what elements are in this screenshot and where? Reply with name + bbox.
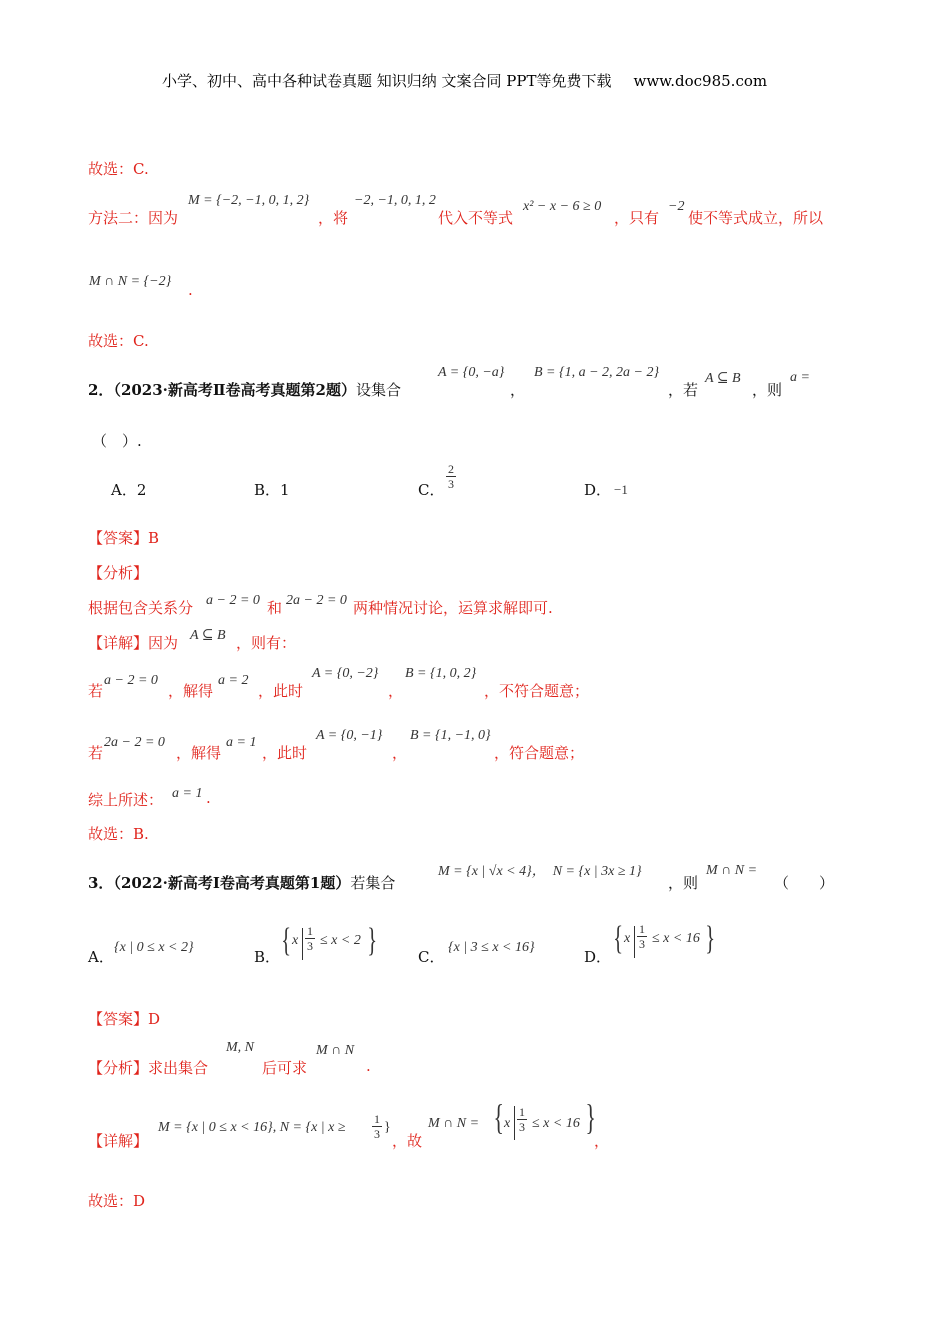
q3-choose: 故选：D bbox=[88, 1192, 146, 1210]
math-case1-eq: a − 2 = 0 bbox=[104, 673, 158, 688]
q3-detail-rest: ≤ x < 16 bbox=[532, 1116, 580, 1131]
q2-source: （2023·新高考Ⅱ卷高考真题第2题） bbox=[113, 381, 356, 399]
frac-num: 1 bbox=[307, 924, 313, 938]
math-eq2: 2a − 2 = 0 bbox=[286, 593, 347, 608]
frac-num: 1 bbox=[374, 1112, 380, 1126]
q3-option-b-brace-right: } bbox=[367, 922, 378, 959]
math-case1-A: A = {0, −2} bbox=[312, 666, 379, 681]
method2-d: ，只有 bbox=[614, 209, 660, 227]
frac-den: 3 bbox=[307, 939, 313, 953]
q3-option-d-brace-right: } bbox=[705, 920, 716, 957]
case1-a: 若 bbox=[88, 682, 104, 700]
q2-option-b[interactable]: B．1 bbox=[254, 481, 290, 499]
q2-analysis-tag: 【分析】 bbox=[88, 564, 149, 582]
q3-stem-b: ，则 bbox=[668, 874, 699, 892]
q3-option-d-x: x bbox=[624, 931, 631, 946]
math-case2-sol: a = 1 bbox=[226, 735, 257, 750]
q3-source: （2022·新高考Ⅰ卷高考真题第1题） bbox=[113, 874, 351, 892]
case2-d: ，符合题意； bbox=[494, 744, 585, 762]
math-q3-detail-sets-end: } bbox=[384, 1120, 391, 1135]
q2-comma: ， bbox=[510, 381, 526, 399]
q3-option-b-x: x bbox=[292, 933, 299, 948]
header-text: 小学、初中、高中各种试卷真题 知识归纳 文案合同 PPT等免费下载 bbox=[162, 72, 612, 90]
q2-option-c-label[interactable]: C． bbox=[418, 481, 445, 499]
q3-option-a: {x | 0 ≤ x < 2} bbox=[114, 940, 194, 955]
q3-option-b-label[interactable]: B． bbox=[254, 948, 281, 966]
math-case2-B: B = {1, −1, 0} bbox=[410, 728, 491, 743]
q2-analysis-c: 两种情况讨论，运算求解即可. bbox=[353, 599, 553, 617]
q2-analysis-a: 根据包含关系分 bbox=[88, 599, 194, 617]
q2-number: 2． bbox=[88, 381, 114, 399]
header-url: www.doc985.com bbox=[633, 72, 768, 90]
q3-detail-x: x bbox=[504, 1116, 511, 1131]
math-q3-inter: M ∩ N = bbox=[706, 863, 758, 878]
method2-b: ，将 bbox=[318, 209, 349, 227]
math-case1-B: B = {1, 0, 2} bbox=[405, 666, 477, 681]
frac-num: 1 bbox=[639, 922, 645, 936]
frac-num: 1 bbox=[519, 1105, 525, 1119]
q3-analysis-end: . bbox=[366, 1057, 371, 1075]
method2-prefix: 方法二：因为 bbox=[88, 209, 179, 227]
q3-paren: （ ） bbox=[774, 874, 835, 892]
method2-c: 代入不等式 bbox=[438, 209, 514, 227]
math-q3-mn: M, N bbox=[226, 1040, 254, 1055]
q3-option-d-rest: ≤ x < 16 bbox=[652, 931, 700, 946]
q3-option-b-bar bbox=[302, 928, 303, 960]
q3-detail-fraction-2 bbox=[517, 1106, 527, 1133]
q2-choose: 故选：B. bbox=[88, 825, 149, 843]
math-q3-sets: M = {x | √x < 4}， N = {x | 3x ≥ 1} bbox=[438, 864, 642, 879]
q3-option-d-fraction bbox=[637, 923, 647, 950]
q2-option-a[interactable]: A．2 bbox=[111, 481, 147, 499]
q3-option-d-bar bbox=[634, 926, 635, 958]
q3-detail-brace-left: { bbox=[493, 1097, 504, 1137]
choose-c-2: 故选：C. bbox=[88, 332, 149, 350]
math-inequality: x² − x − 6 ≥ 0 bbox=[523, 199, 602, 214]
q3-option-b-rest: ≤ x < 2 bbox=[320, 933, 361, 948]
math-q3-detail-sets: M = {x | 0 ≤ x < 16}, N = {x | x ≥ bbox=[158, 1120, 346, 1135]
q3-option-d-label[interactable]: D． bbox=[584, 948, 612, 966]
q3-detail-tag: 【详解】 bbox=[88, 1132, 149, 1150]
q3-detail-end: ， bbox=[594, 1132, 610, 1150]
math-set-a: A = {0, −a} bbox=[438, 365, 505, 380]
frac-den: 3 bbox=[519, 1120, 525, 1134]
math-result: M ∩ N = {−2} bbox=[89, 274, 172, 289]
q3-detail-bar bbox=[514, 1106, 515, 1140]
q2-summary-a: 综上所述： bbox=[88, 791, 164, 809]
q2-answer: 【答案】B bbox=[88, 529, 160, 547]
q3-option-c: {x | 3 ≤ x < 16} bbox=[448, 940, 535, 955]
q2-detail-b: ，则有： bbox=[236, 634, 297, 652]
q3-stem-a: 若集合 bbox=[350, 874, 396, 892]
math-neg2: −2 bbox=[668, 199, 685, 214]
q3-option-b-fraction bbox=[305, 925, 315, 952]
q2-stem-c: ，则 bbox=[752, 381, 783, 399]
frac-den: 3 bbox=[448, 477, 454, 491]
math-summary-sol: a = 1 bbox=[172, 786, 203, 801]
math-m-set: M = {−2, −1, 0, 1, 2} bbox=[188, 193, 310, 208]
case2-b: ，解得 bbox=[176, 744, 222, 762]
q2-stem-a: 设集合 bbox=[356, 381, 402, 399]
math-case2-A: A = {0, −1} bbox=[316, 728, 383, 743]
method2-e: 使不等式成立，所以 bbox=[688, 209, 824, 227]
case2-comma: ， bbox=[392, 744, 408, 762]
q2-stem-b: ，若 bbox=[668, 381, 699, 399]
case2-c: ，此时 bbox=[262, 744, 308, 762]
case1-c: ，此时 bbox=[258, 682, 304, 700]
case1-d: ，不符合题意； bbox=[484, 682, 590, 700]
math-case1-sol: a = 2 bbox=[218, 673, 249, 688]
q3-option-c-label[interactable]: C． bbox=[418, 948, 445, 966]
result-end: . bbox=[188, 281, 193, 299]
q3-stem-line bbox=[88, 872, 395, 893]
math-subset: A ⊆ B bbox=[705, 371, 741, 386]
q3-option-a-label[interactable]: A． bbox=[88, 948, 114, 966]
math-values: −2, −1, 0, 1, 2 bbox=[354, 193, 436, 208]
q3-detail-brace-right: } bbox=[585, 1097, 596, 1137]
case1-comma: ， bbox=[388, 682, 404, 700]
q2-paren: （ ）. bbox=[92, 432, 142, 450]
math-case2-eq: 2a − 2 = 0 bbox=[104, 735, 165, 750]
q3-number: 3． bbox=[88, 874, 114, 892]
math-a-eq: a = bbox=[790, 370, 810, 385]
math-detail-subset: A ⊆ B bbox=[190, 628, 226, 643]
q2-option-c-fraction bbox=[446, 463, 456, 490]
math-q3-analysis-inter: M ∩ N bbox=[316, 1043, 355, 1058]
q2-summary-end: . bbox=[206, 789, 211, 807]
math-set-b: B = {1, a − 2, 2a − 2} bbox=[534, 365, 660, 380]
q3-option-d-brace-left: { bbox=[613, 920, 624, 957]
q3-option-b-brace-left: { bbox=[281, 922, 292, 959]
q3-detail-fraction bbox=[372, 1113, 382, 1140]
q3-answer: 【答案】D bbox=[88, 1010, 161, 1028]
case2-a: 若 bbox=[88, 744, 104, 762]
frac-den: 3 bbox=[374, 1127, 380, 1141]
math-q3-detail-inter: M ∩ N = bbox=[428, 1116, 480, 1131]
frac-den: 3 bbox=[639, 937, 645, 951]
q3-detail-b: ，故 bbox=[392, 1132, 423, 1150]
q2-stem-line bbox=[88, 379, 401, 400]
choose-c-1: 故选：C. bbox=[88, 160, 149, 178]
q3-analysis-a: 【分析】求出集合 bbox=[88, 1059, 209, 1077]
q2-option-d-label[interactable]: D． bbox=[584, 481, 612, 499]
page-header bbox=[162, 70, 767, 91]
q2-option-d-value: −1 bbox=[614, 482, 628, 497]
case1-b: ，解得 bbox=[168, 682, 214, 700]
q3-analysis-b: 后可求 bbox=[262, 1059, 308, 1077]
q2-analysis-b: 和 bbox=[267, 599, 283, 617]
frac-num: 2 bbox=[448, 462, 454, 476]
math-eq1: a − 2 = 0 bbox=[206, 593, 260, 608]
q2-detail-a: 【详解】因为 bbox=[88, 634, 179, 652]
